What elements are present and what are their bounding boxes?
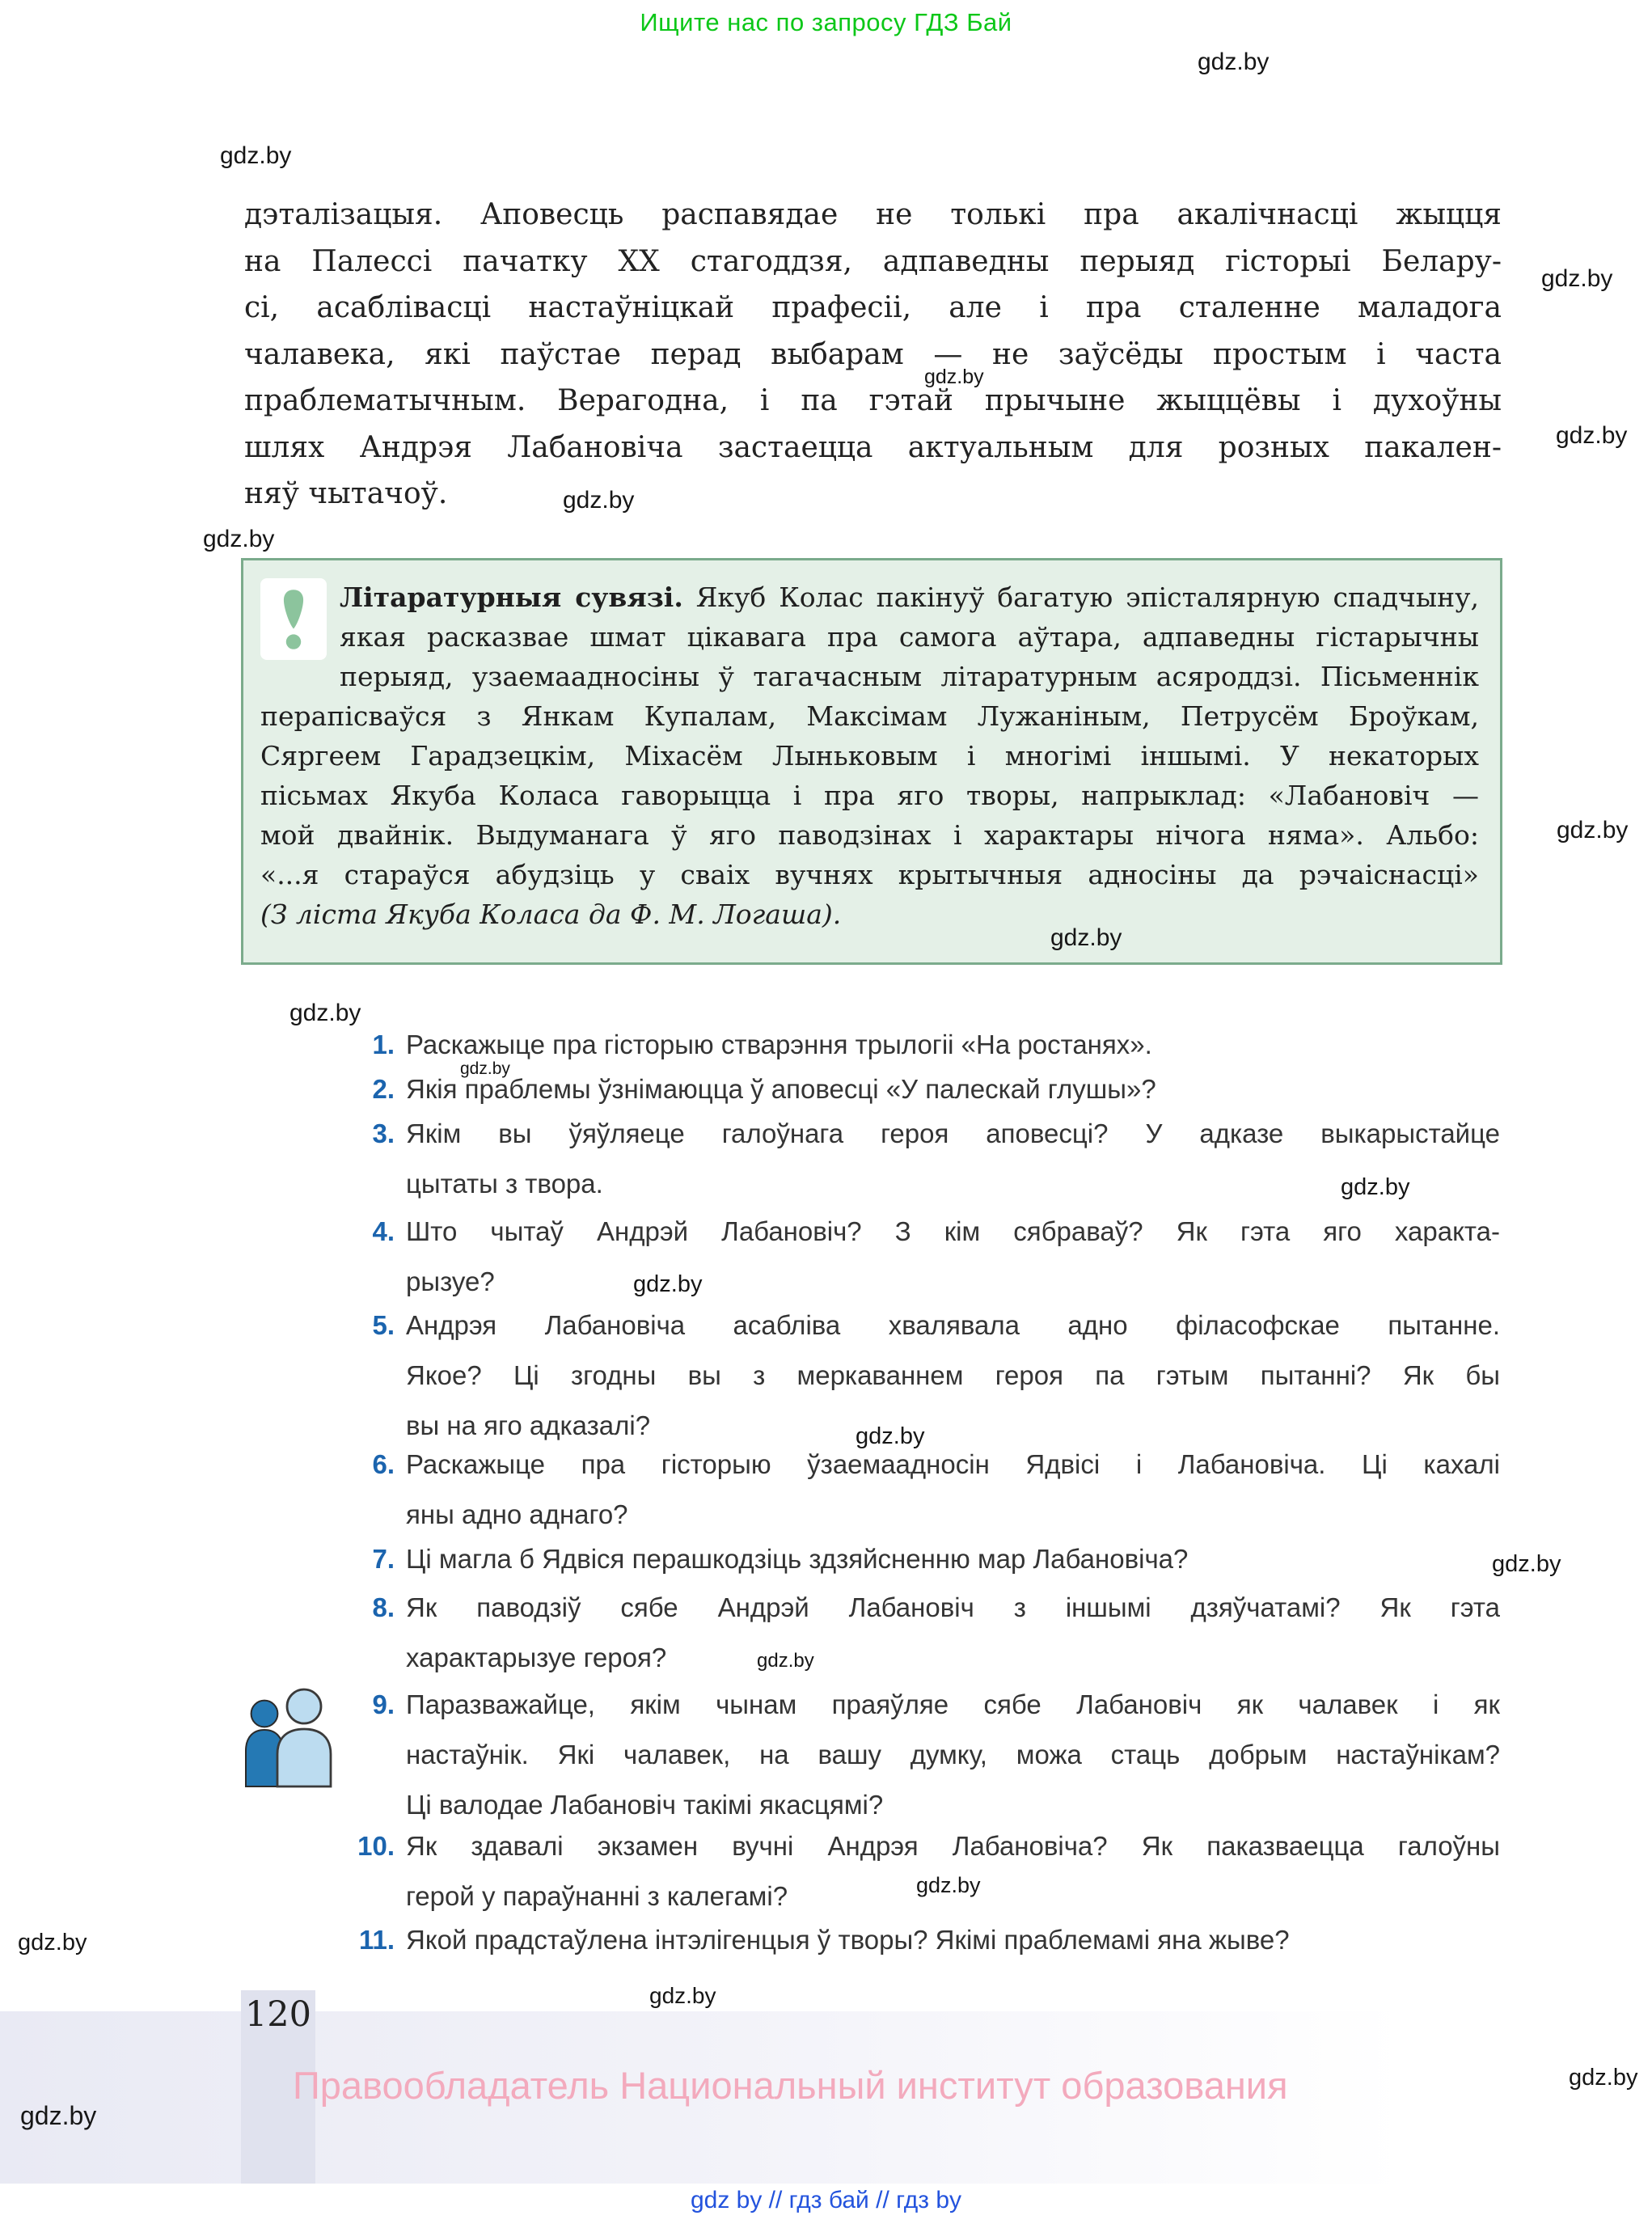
students-icon [243,1686,338,1792]
question-line: цытаты з твора. [406,1169,603,1199]
question-text [406,1300,1500,1451]
info-box-line: мой двайнік. Выдуманага ў яго паводзінах і характары нічога няма». Альбо: [260,819,1479,851]
watermark: gdz.by [1557,817,1629,844]
info-box-line: перапісваўся з Янкам Купалам, Максімам Лужаніным, Петрусём Броўкам, [260,700,1479,732]
watermark: gdz.by [289,1000,361,1026]
watermark: gdz.by [220,142,292,169]
question-number: 8. [372,1592,395,1622]
question-text [406,1440,1500,1540]
question-text [406,1064,1500,1114]
question-line: яны адно аднаго? [406,1499,628,1529]
question-row [335,1821,1500,1922]
question-text [406,1680,1500,1830]
question-number: 10. [357,1831,395,1861]
question-line: Якім вы ўяўляеце галоўнага героя аповесці? У адказе выкарыстайце [406,1118,1500,1148]
watermark: gdz.by [1492,1551,1561,1577]
question-line: Раскажыце пра гісторыю стварэння трылогіі «На ростанях». [406,1030,1152,1059]
question-text [406,1207,1500,1307]
question-number: 2. [372,1074,395,1104]
question-line: Што чытаў Андрэй Лабановіч? З кім сябраваў? Як гэта яго характа- [406,1216,1500,1246]
question-number: 9. [372,1689,395,1719]
question-line: Як здавалі экзамен вучні Андрэя Лабановіча? Як паказваецца галоўны [406,1831,1500,1861]
info-box-source-line: (З ліста Якуба Коласа да Ф. М. Логаша). [260,898,842,930]
exclamation-icon [260,578,327,660]
question-text [406,1821,1500,1922]
info-box-line [260,577,1479,617]
watermark: gdz.by [460,1059,510,1078]
main-paragraph [244,192,1502,518]
watermark: gdz.by [633,1271,703,1297]
paragraph-line: няў чытачоў. [244,477,448,510]
question-line: настаўнік. Які чалавек, на вашу думку, можа стаць добрым настаўнікам? [406,1740,1500,1769]
page-number: 120 [244,1994,312,2035]
watermark: gdz.by [563,487,635,514]
copyright-notice: Правообладатель Национальный институт образования [293,2064,1288,2107]
question-row [335,1440,1500,1540]
question-row [335,1534,1500,1584]
question-line: Ці магла б Ядвіся перашкодзіць здзяйсненню мар Лабановіча? [406,1544,1189,1574]
question-line: Андрэя Лабановіча асабліва хвалявала адно філасофскае пытанне. [406,1310,1500,1340]
question-line: вы на яго адказалі? [406,1410,651,1440]
watermark: gdz.by [1569,2065,1638,2091]
literary-connections-box [241,558,1502,965]
paragraph-line: праблематычным. Верагодна, і па гэтай прычыне жыццёвы і духоўны [244,384,1502,417]
watermark: gdz.by [20,2101,97,2130]
info-box-line1-text: Якуб Колас пакінуў багатую эпісталярную спадчыну, [682,581,1479,613]
watermark: gdz.by [757,1650,814,1672]
paragraph-line: на Палессі пачатку XX стагоддзя, адпаведны перыяд гісторыі Белару- [244,244,1502,278]
watermark: gdz.by [924,366,984,388]
watermark: gdz.by [1341,1174,1410,1200]
question-text [406,1534,1500,1584]
watermark: gdz.by [1198,49,1270,75]
question-line: Раскажыце пра гісторыю ўзаемаадносін Ядвісі і Лабановіча. Ці кахалі [406,1449,1500,1479]
watermark: gdz.by [18,1930,87,1956]
paragraph-line: сі, асаблівасці настаўніцкай прафесіі, але і пра сталенне маладога [244,291,1502,324]
question-line: характарызуе героя? [406,1643,667,1672]
question-line: Якой прадстаўлена інтэлігенцыя ў творы? Якімі праблемамі яна жыве? [406,1925,1290,1955]
question-line: Якія праблемы ўзнімаюцца ў аповесці «У палескай глушы»? [406,1074,1156,1104]
footer-links[interactable]: gdz by // гдз бай // гдз by [690,2187,962,2213]
question-line: герой у параўнанні з калегамі? [406,1881,788,1911]
question-number: 6. [372,1449,395,1479]
question-row [335,1207,1500,1307]
question-line: Паразважайце, якім чынам праяўляе сябе Лабановіч як чалавек і як [406,1689,1500,1719]
question-line: Як паводзіў сябе Андрэй Лабановіч з іншымі дзяўчатамі? Як гэта [406,1592,1500,1622]
watermark: gdz.by [856,1423,925,1449]
info-box-body [260,617,1479,894]
watermark: gdz.by [1050,924,1122,951]
watermark: gdz.by [1541,265,1613,292]
question-line: Якое? Ці згодны вы з меркаваннем героя па гэтым пытанні? Як бы [406,1360,1500,1390]
question-text [406,1020,1500,1070]
watermark: gdz.by [1556,422,1628,449]
question-number: 1. [372,1030,395,1059]
paragraph-line: чалавека, які паўстае перад выбарам — не заўсёды простым і часта [244,337,1502,371]
question-text [406,1583,1500,1683]
watermark: gdz.by [649,1983,716,2008]
info-box-line: пісьмах Якуба Коласа гаворыцца і пра яго творы, напрыклад: «Лабановіч — [260,780,1479,811]
question-row [335,1583,1500,1683]
question-number: 11. [358,1925,395,1955]
info-box-line: Сяргеем Гарадзецкім, Міхасём Лыньковым і многімі іншымі. У некаторых [260,740,1479,772]
question-number: 4. [372,1216,395,1246]
question-line: рызуе? [406,1266,495,1296]
question-text [406,1109,1500,1209]
question-text [406,1915,1500,1965]
question-number: 5. [372,1310,395,1340]
promo-banner: Ищите нас по запросу ГДЗ Бай [640,8,1012,36]
info-box-heading: Літаратурныя сувязі. [340,581,683,613]
paragraph-line: шлях Андрэя Лабановіча застаецца актуальным для розных пакален- [244,430,1502,464]
question-number: 3. [372,1118,395,1148]
question-number: 7. [372,1544,395,1574]
info-box-line: перыяд, узаемаадносіны ў тагачасным літаратурным асяроддзі. Пісьменнік [340,661,1479,692]
info-box-line: «...я стараўся абудзіць у сваіх вучнях крытычныя адносіны да рэчаіснасці» [260,859,1479,890]
watermark: gdz.by [916,1873,981,1897]
watermark: gdz.by [203,526,275,552]
paragraph-line: дэталізацыя. Аповесць распавядае не толькі пра акалічнасці жыцця [244,198,1502,231]
question-row [335,1109,1500,1209]
question-row [335,1915,1500,1965]
question-line: Ці валодае Лабановіч такімі якасцямі? [406,1790,884,1820]
info-box-line: якая расказвае шмат цікавага пра самога аўтара, адпаведны гістарычны [340,621,1479,653]
question-row [335,1680,1500,1830]
